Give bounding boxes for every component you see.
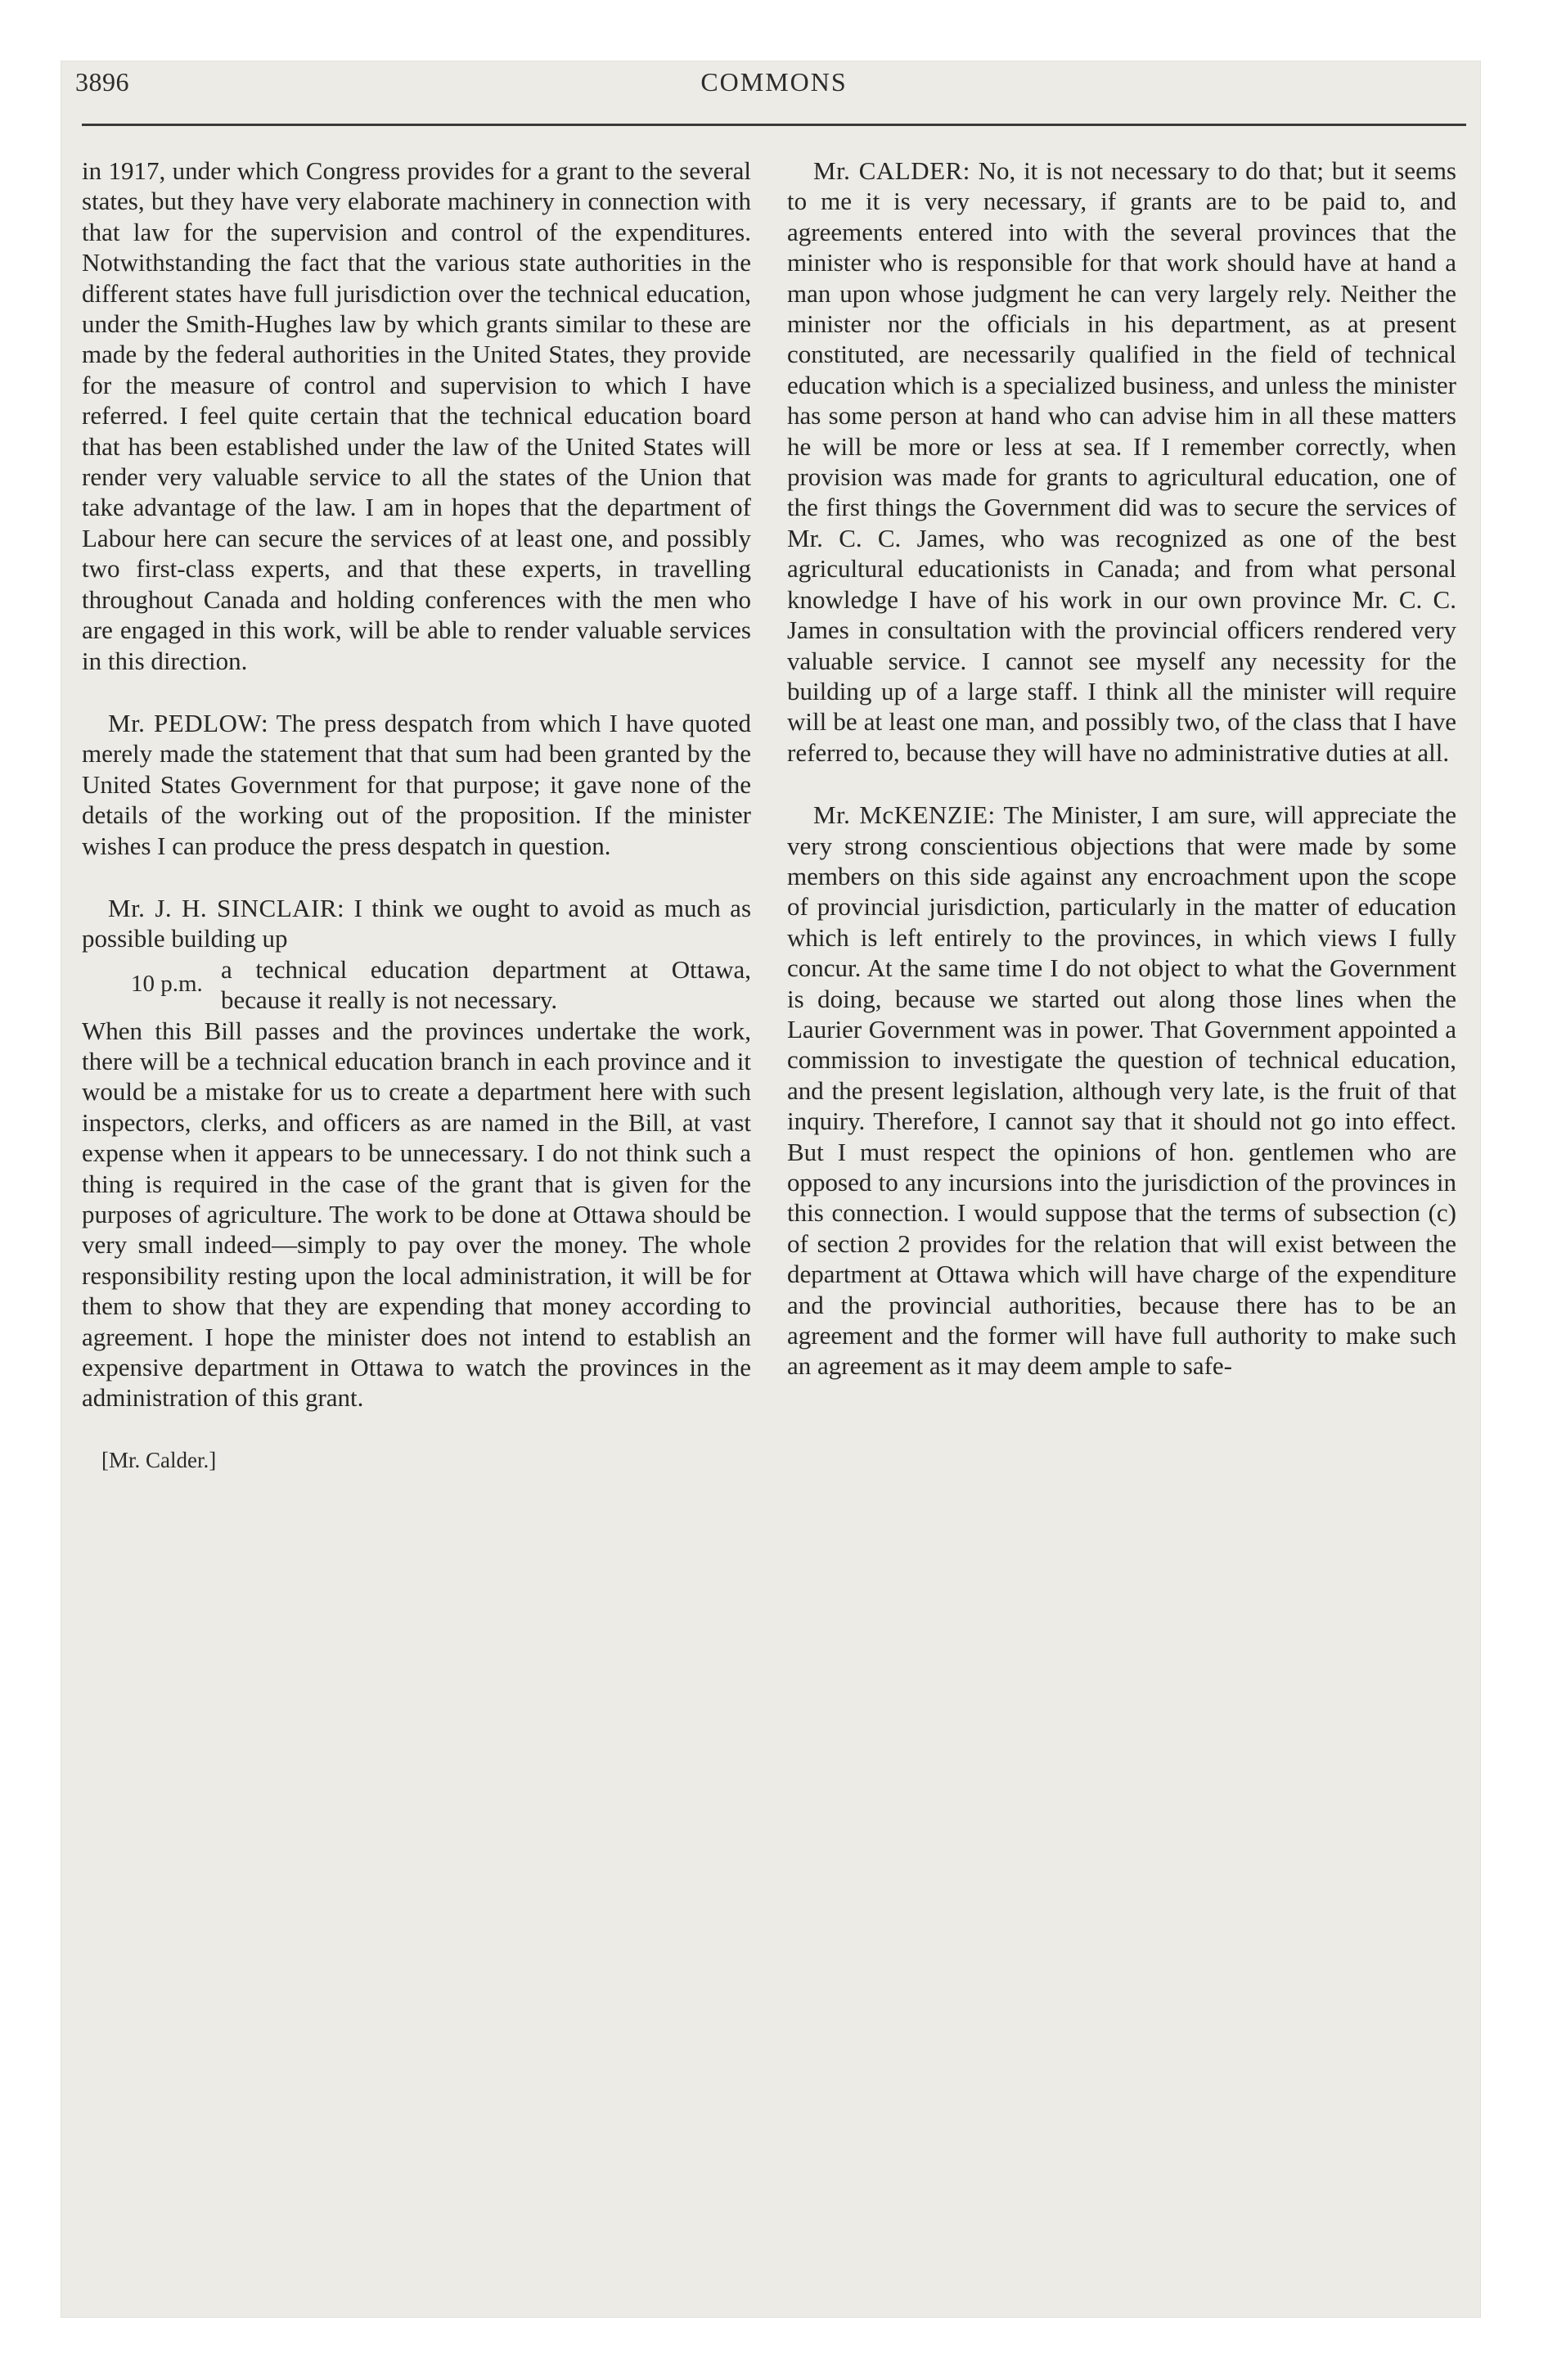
- speaker-sinclair: Mr. J. H. SINCLAIR:: [108, 893, 345, 922]
- pedlow-text: The press despatch from which I have quoted merely made the statement that that sum had been granted by the United States Government for that purpose; it gave none of the details of the working out of the proposition. If the minister wishes I can produce the press despatch in question.: [82, 708, 751, 860]
- continued-paragraph: in 1917, under which Congress provides for a grant to the several states, but they have very elaborate machinery in connection with that law for the supervision and control of the expenditures. Notwithstanding the fact that the various state authorities in the different states have full jurisdiction over the technical education, under the Smith-Hughes law by which grants similar to these are made by the federal authorities in the United States, they provide for the measure of control and supervision to which I have referred. I feel quite certain that the technical education board that has been established under the law of the United States will render very valuable service to all the states of the Union that take advantage of the law. I am in hopes that the department of Labour here can secure the services of at least one, and possibly two first-class experts, and that these experts, in travelling throughout Canada and holding conferences with the men who are engaged in this work, will be able to render valuable services in this direction.: [82, 156, 751, 675]
- sidenote-block: [82, 954, 751, 1016]
- calder-paragraph: [787, 156, 1456, 768]
- mckenzie-text: The Minister, I am sure, will appreciate the very strong conscientious objections that were made by some members on this side against any encroachment upon the scope of provincial jurisdiction, particularly in the matter of education which is left entirely to the provinces, in which views I fully concur. At the same time I do not object to what the Government is doing, because we started out along those lines when the Laurier Government was in power. That Government appointed a commission to investigate the question of technical education, and the present legislation, although very late, is the fruit of that inquiry. Therefore, I cannot say that it should not go into effect. But I must respect the opinions of hon. gentlemen who are opposed to any incursions into the jurisdiction of the provinces in this connection. I would suppose that the terms of subsection (c) of section 2 provides for the relation that will exist between the department at Ottawa which will have charge of the expenditure and the provincial authorities, because there has to be an agreement and the former will have full authority to make such an agreement as it may deem ample to safe-: [787, 800, 1456, 1381]
- page-number: 3896: [75, 67, 129, 97]
- pedlow-paragraph: [82, 708, 751, 861]
- left-column: [82, 156, 751, 1508]
- header-rule: [82, 124, 1466, 126]
- running-header: COMMONS: [700, 67, 848, 97]
- speaker-calder: Mr. CALDER:: [813, 156, 970, 185]
- sinclair-paragraph: [82, 893, 751, 1413]
- sinclair-opening: [82, 893, 751, 954]
- sinclair-line1: I think we ought to avoid as much as possible building up: [82, 893, 752, 953]
- page-footer-speaker: [Mr. Calder.]: [101, 1447, 217, 1472]
- sinclair-side-text: a technical education department at Ottawa, because it really is not necessary.: [221, 954, 751, 1015]
- speaker-pedlow: Mr. PEDLOW:: [108, 708, 269, 737]
- calder-text: No, it is not necessary to do that; but it seems to me it is very necessary, if grants are to be paid to, and agreements entered into with the several provinces that the minister who is responsible for that work should have at hand a man upon whose judgment he can very largely rely. Neither the minister nor the officials in his department, as at present constituted, are necessarily qualified in the field of technical education which is a specialized business, and unless the minister has some person at hand who can advise him in all these matters he will be more or less at sea. If I remember correctly, when provision was made for grants to agricultural education, one of the first things the Government did was to secure the services of Mr. C. C. James, who was recognized as one of the best agricultural educationists in Canada; and from what personal knowledge I have of his work in our own province Mr. C. C. James in consultation with the provincial officers rendered very valuable service. I cannot see myself any necessity for the building up of a large staff. I think all the minister will require will be at least one man, and possibly two, of the class that I have referred to, because they will have no administrative duties at all.: [787, 156, 1457, 767]
- mckenzie-paragraph: [787, 800, 1456, 1382]
- speaker-mckenzie: Mr. McKENZIE:: [813, 800, 996, 830]
- right-column: [787, 156, 1456, 1413]
- time-marginal-note: 10 p.m.: [131, 971, 203, 998]
- sinclair-rest: When this Bill passes and the provinces undertake the work, there will be a technical education branch in each province and it would be a mistake for us to create a department here with such inspectors, clerks, and officers as are named in the Bill, at vast expense when it appears to be unnecessary. I do not think such a thing is required in the case of the grant that is given for the purposes of agriculture. The work to be done at Ottawa should be very small indeed—simply to pay over the money. The whole responsibility resting upon the local administration, it will be for them to show that they are expending that money according to agreement. I hope the minister does not intend to establish an expensive department in Ottawa to watch the provinces in the administration of this grant.: [82, 1016, 751, 1413]
